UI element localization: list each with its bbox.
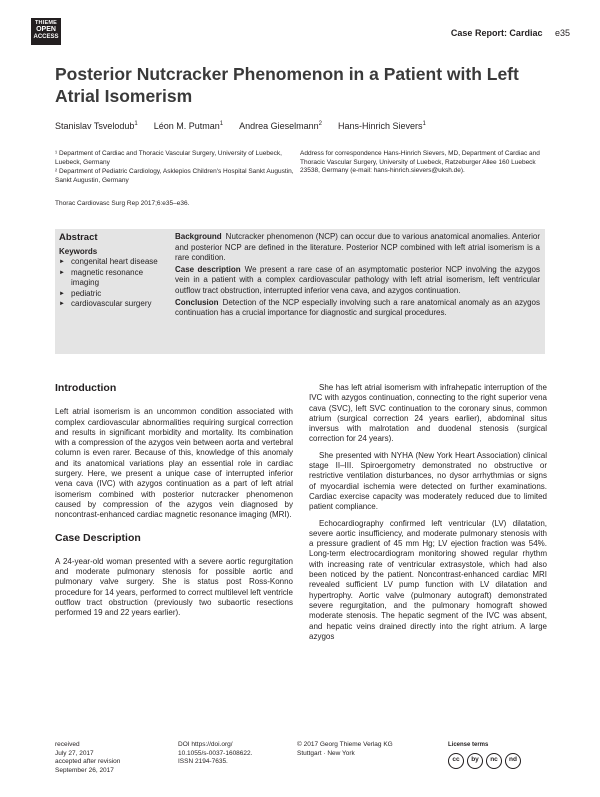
keyword-item: ► congenital heart disease <box>59 257 169 268</box>
case-heading: Case Description <box>55 531 141 544</box>
logo-line-3: ACCESS <box>33 34 59 40</box>
abstract-sidebar <box>59 232 169 310</box>
section-label: Case Report: Cardiac <box>450 28 543 38</box>
keywords-heading: Keywords <box>59 247 98 256</box>
body-paragraph: She has left atrial isomerism with infrahepatic interruption of the IVC with azygos continuation, connecting to the right superior vena cava (SVC), left SVC continuation to the coronary sinus, common atrium (surgical correction 24 years earlier), abdominal situs inversus with malrotation and duodenal stenosis (surgical correction for 24 years). <box>309 383 547 444</box>
keyword-item: ► magnetic resonance imaging <box>59 268 169 289</box>
article-title: Posterior Nutcracker Phenomenon in a Patient with Left Atrial Isomerism <box>55 64 519 106</box>
by-icon: by <box>467 753 483 769</box>
keyword-item: ► cardiovascular surgery <box>59 299 169 310</box>
logo-line-1: THIEME <box>35 20 57 26</box>
author: Stanislav Tsvelodub$^1$ <box>55 121 138 131</box>
cc-icon: cc <box>448 753 464 769</box>
nc-icon: nc <box>486 753 502 769</box>
author-list <box>55 121 426 131</box>
body-paragraph: She presented with NYHA (New York Heart Association) clinical stage II–III. Spiroergometry demonstrated no obstructive or restrictive ventilation disturbances, no dysor arrhythmias or signs of myocardial ischemia were detected on further examinations. Cardiac exercise capacity was moderately reduced due to limited patient compliance. <box>309 450 547 512</box>
left-column <box>55 383 293 625</box>
logo-line-2: OPEN <box>36 26 56 33</box>
affiliation: ¹ Department of Cardiac and Thoracic Vascular Surgery, University of Luebeck, Luebeck, Germany <box>55 150 282 166</box>
intro-paragraph: Left atrial isomerism is an uncommon condition associated with complex cardiovascular abnormalities requiring surgical correction and results in significant morbidity and mortality. Its combination with a compression of the azygos vein between aorta and vertebral column is even rarer. Because of this, knowledge of this anomaly and its anatomical variations play an essential role in cardiac surgery. Here, we present a unique case of interrupted inferior vena cava (IVC) with azygos continuation as a part of left atrial isomerism combined with posterior nutcracker phenomenon caused by compression of the azygos vein diagnosed by noncontrast-enhanced cardiac magnetic resonance imaging (MRI). <box>55 407 293 520</box>
abstract-case: Case description We present a rare case of an asymptomatic posterior NCP involving the azygos vein in a patient with a complex cardiovascular pathology with left atrial isomerism, left ventricular outflow tract obstruction, interrupted inferior vena cava, and azygos continuation. <box>175 264 541 295</box>
license-terms: License terms cc by nc nd <box>448 741 521 769</box>
open-access-logo <box>31 18 61 45</box>
received-dates: received July 27, 2017 accepted after revision September 26, 2017 <box>55 741 121 774</box>
abstract-body <box>175 232 540 320</box>
abstract-box <box>55 229 545 354</box>
page-number: e35 <box>554 28 570 38</box>
running-head <box>451 28 570 38</box>
author: Hans-Hinrich Sievers$^1$ <box>338 121 426 131</box>
doi-info: DOI https://doi.org/ 10.1055/s-0037-1608622. ISSN 2194-7635. <box>178 741 253 765</box>
intro-heading: Introduction <box>55 382 117 394</box>
keywords-list <box>59 257 169 310</box>
author: Léon M. Putman$^1$ <box>153 121 224 131</box>
copyright: © 2017 Georg Thieme Verlag KG Stuttgart · New York <box>297 741 393 757</box>
case-paragraph: A 24-year-old woman presented with a severe aortic regurgitation and moderate pulmonary stenosis for possible aortic and pulmonary valve surgery. She is status post Ross-Konno procedure for 14 years, performed to correct multilevel left ventricle outflow tract obstruction (previously two subaortic resections performed 19 and 22 years earlier). <box>55 556 293 618</box>
body-paragraph: Echocardiography confirmed left ventricular (LV) dilatation, severe aortic insufficiency, and moderate pulmonary stenosis with a pressure gradient of 45 mm Hg; LV ejection fraction was 54%. Long-term electrocardiogram monitoring showed regular rhythm with increasing rate of ventricular extrasystole, which had also been noticed by the patient. Noncontrast-enhanced cardiac MRI revealed sufficient LV pump function with LV dilatation and hypertrophy. Aortic valve (pulmonary autograft) demonstrated severe regurgitation, and the pulmonary homograft showed moderate stenosis. The hepatic segment of the IVC was absent, and hepatic veins drained directly into the right atrium. A large azygos <box>309 518 547 641</box>
doi-link[interactable]: DOI https://doi.org/ <box>178 741 233 748</box>
abstract-conclusion: Conclusion Detection of the NCP especially involving such a rare anatomical anomaly as an azygos continuation has a crucial importance for diagnostic and surgical procedures. <box>175 297 540 318</box>
abstract-heading: Abstract <box>59 232 98 243</box>
affiliation: ² Department of Pediatric Cardiology, Asklepios Children's Hospital Sankt Augustin, Sankt Augustin, Germany <box>55 168 294 184</box>
correspondence-address: Address for correspondence Hans-Hinrich Sievers, MD, Department of Cardiac and Thoracic Vascular Surgery, University of Luebeck, Ratzeburger Allee 160 Luebeck 23538, Germany (e-mail: hans-hinrich.sievers@uksh.de). <box>300 150 540 174</box>
affiliations <box>55 150 295 186</box>
right-column <box>309 383 547 643</box>
keyword-item: ► pediatric <box>59 289 169 300</box>
cc-license-icons[interactable] <box>448 753 521 769</box>
nd-icon: nd <box>505 753 521 769</box>
abstract-background: Background Nutcracker phenomenon (NCP) can occur due to various anatomical anomalies. Anterior and posterior NCP are defined in the literature. Posterior NCP combined with left atrial isomerism is a rare condition. <box>175 232 540 263</box>
citation: Thorac Cardiovasc Surg Rep 2017;6:e35–e36. <box>55 200 190 207</box>
author: Andrea Gieselmann$^2$ <box>239 121 323 131</box>
